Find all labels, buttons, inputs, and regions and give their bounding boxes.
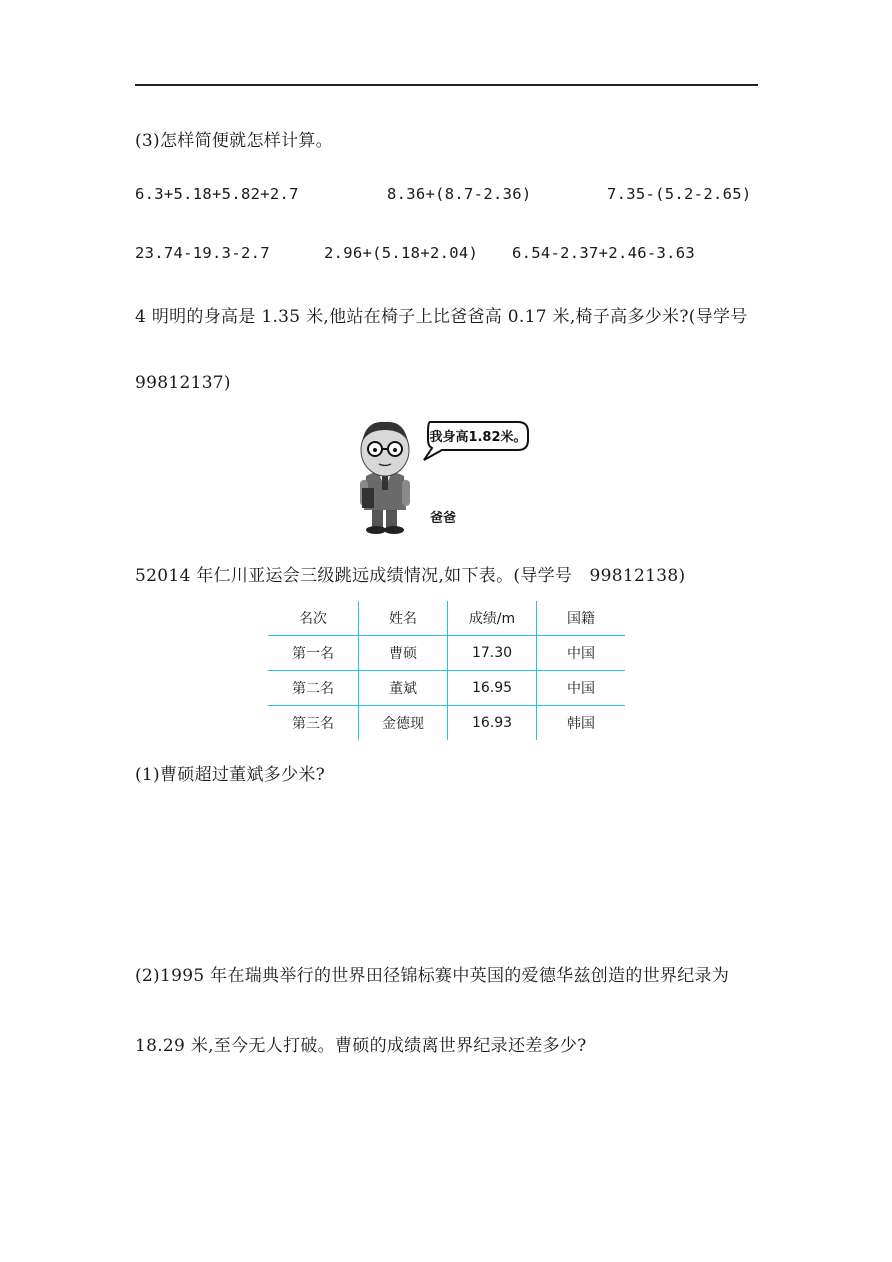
results-table	[268, 601, 625, 740]
table-cell: 曹硕	[359, 636, 448, 671]
q4-text-line2: 99812137)	[135, 373, 231, 393]
q3-expr-1: 6.3+5.18+5.82+2.7	[135, 185, 299, 203]
speech-bubble-text: 我身高1.82米。	[429, 430, 527, 445]
table-cell: 韩国	[537, 706, 626, 741]
table-cell: 第三名	[292, 716, 334, 732]
q3-expr-6: 6.54-2.37+2.46-3.63	[512, 244, 696, 262]
q3-expr-3: 7.35-(5.2-2.65)	[607, 185, 752, 203]
table-row	[268, 671, 625, 706]
q5-sub1: (1)曹硕超过董斌多少米?	[135, 765, 326, 785]
table-row	[268, 636, 625, 671]
table-cell: 17.30	[448, 636, 537, 671]
table-header-cell: 姓名	[359, 601, 448, 636]
q3-expr-5: 2.96+(5.18+2.04)	[324, 244, 479, 262]
table-row	[268, 706, 625, 741]
table-cell: 16.93	[448, 706, 537, 741]
header-rule	[135, 84, 758, 86]
table-cell: 第一名	[268, 636, 359, 671]
table-cell: 16.95	[448, 671, 537, 706]
table-header-cell: 名次	[268, 601, 359, 636]
q3-expr-2: 8.36+(8.7-2.36)	[387, 185, 532, 203]
table-header-cell: 国籍	[537, 601, 626, 636]
table-cell: 中国	[537, 671, 626, 706]
table-header-row	[268, 601, 625, 636]
q4-text-line1: 4 明明的身高是 1.35 米,他站在椅子上比爸爸高 0.17 米,椅子高多少米?(导学号	[135, 307, 748, 327]
q3-heading: (3)怎样简便就怎样计算。	[135, 131, 333, 151]
father-caption: 爸爸	[430, 511, 457, 526]
table-cell: 中国	[537, 636, 626, 671]
q5-title: 52014 年仁川亚运会三级跳远成绩情况,如下表。(导学号 99812138)	[135, 566, 686, 586]
q5-sub2-line2: 18.29 米,至今无人打破。曹硕的成绩离世界纪录还差多少?	[135, 1036, 587, 1056]
table-header-cell: 成绩/m	[448, 601, 537, 636]
father-illustration	[352, 416, 542, 536]
q5-sub2-line1: (2)1995 年在瑞典举行的世界田径锦标赛中英国的爱德华兹创造的世界纪录为	[135, 966, 730, 986]
q3-expr-4: 23.74-19.3-2.7	[135, 244, 270, 262]
table-cell: 金德现	[359, 706, 448, 741]
table-cell: 董斌	[359, 671, 448, 706]
table-cell: 第二名	[268, 671, 359, 706]
